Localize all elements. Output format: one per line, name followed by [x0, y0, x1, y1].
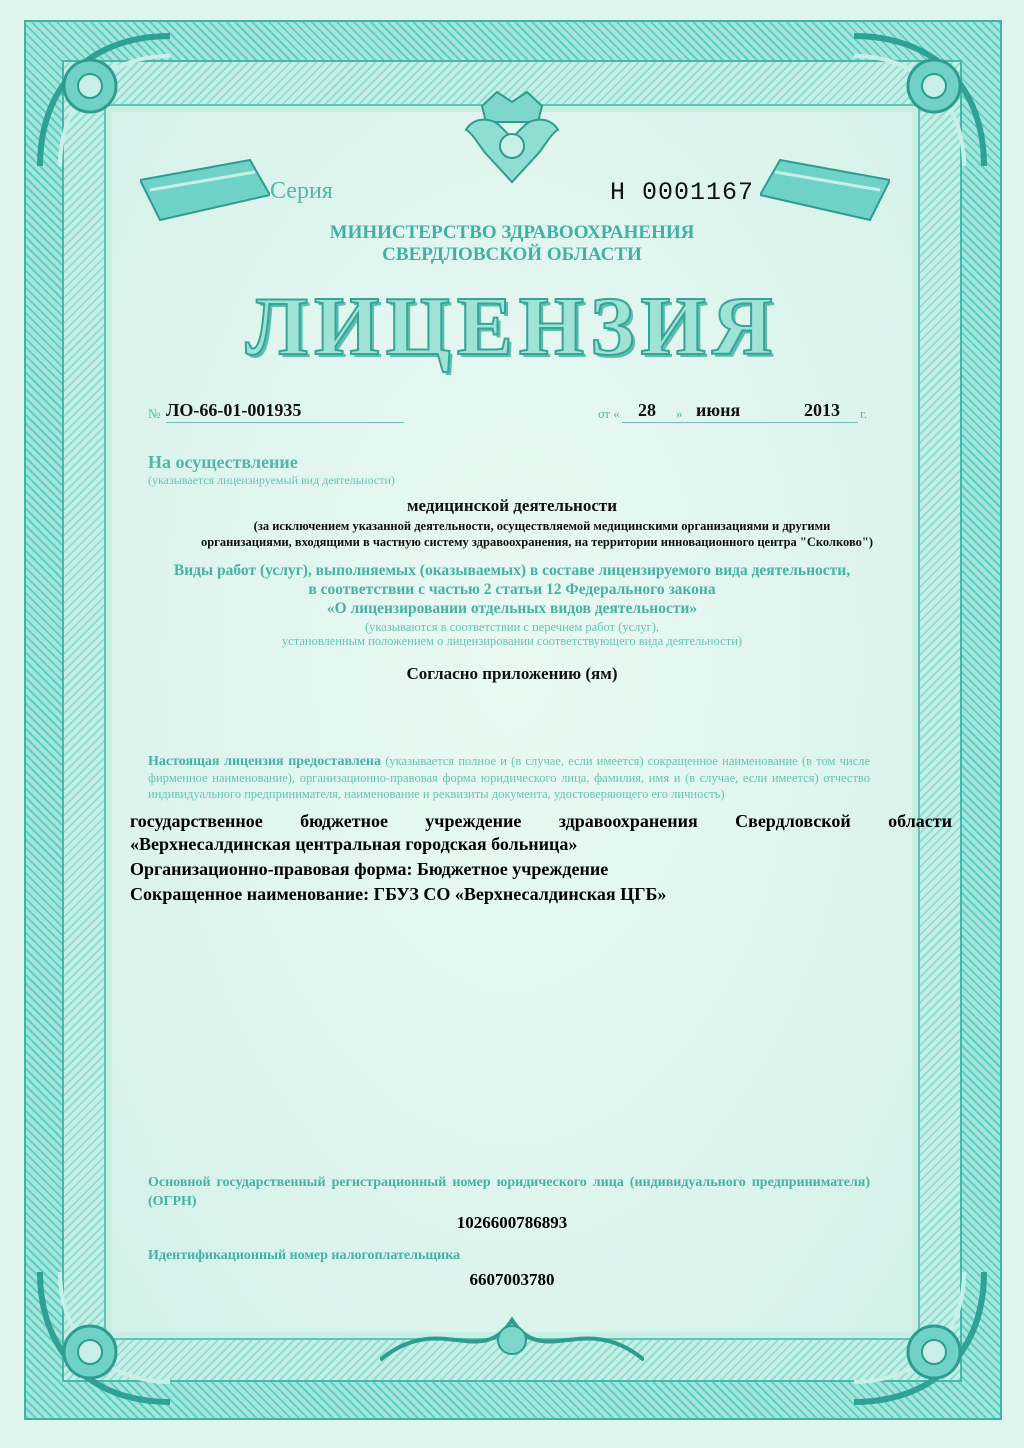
licensee-short-name: Сокращенное наименование: ГБУЗ СО «Верхнесалдинская ЦГБ»	[130, 884, 667, 904]
inn-label: Идентификационный номер налогоплательщика	[148, 1248, 461, 1263]
series-number: Н 0001167	[610, 178, 755, 207]
date-underline	[622, 422, 858, 423]
ogrn-value: 1026600786893	[456, 1213, 568, 1232]
date-quote-close: »	[676, 406, 683, 421]
works-label-line-2: в соответствии с частью 2 статьи 12 Федерального закона	[308, 581, 716, 598]
number-underline	[166, 422, 404, 423]
issuer-line-1: МИНИСТЕРСТВО ЗДРАВООХРАНЕНИЯ	[329, 222, 695, 243]
licensee-legal-form: Организационно-правовая форма: Бюджетное учреждение	[130, 859, 609, 879]
activity-label: На осуществление	[148, 452, 298, 472]
granted-label: Настоящая лицензия предоставлена	[148, 754, 381, 769]
series-label: Серия	[270, 178, 333, 204]
works-value: Согласно приложению (ям)	[406, 664, 618, 683]
number-sign: №	[148, 406, 161, 421]
coat-of-arms-icon	[452, 78, 572, 198]
works-hint-line-1: (указываются в соответствии с перечнем работ (услуг),	[364, 620, 660, 634]
bottom-ornament-icon	[380, 1300, 644, 1380]
licensee-name-line-2: «Верхнесалдинская центральная городская больница»	[130, 834, 578, 854]
granted-hint: (указывается полное и (в случае, если имеется) сокращенное наименование (в том числе фирменное наименование), организационно-правовая форма юридического лица, фамилия, имя и (в случае, если имеется) отчество индивидуального предпринимателя, наименование и реквизиты документа, удостоверяющего его личность)	[148, 754, 870, 801]
ogrn-label: Основной государственный регистрационный номер юридического лица (индивидуального предпринимателя) (ОГРН)	[148, 1175, 870, 1209]
license-number: ЛО-66-01-001935	[166, 400, 302, 420]
document-title: ЛИЦЕНЗИЯ	[245, 280, 779, 373]
activity-note-line-2: организациями, входящими в частную систему здравоохранения, на территории инновационного центра "Сколково")	[200, 535, 874, 549]
activity-note-line-1: (за исключением указанной деятельности, осуществляемой медицинскими организациями и другими	[253, 519, 831, 533]
works-hint-line-2: установленным положением о лицензировании соответствующего вида деятельности)	[281, 634, 743, 648]
licensee-name-line-1: государственное бюджетное учреждение здравоохранения Свердловской области	[130, 811, 952, 831]
works-label-line-3: «О лицензировании отдельных видов деятельности»	[326, 600, 698, 617]
date-day: 28	[638, 400, 656, 420]
inn-value: 6607003780	[469, 1270, 555, 1289]
date-suffix: г.	[860, 406, 868, 421]
date-prefix: от «	[598, 406, 620, 421]
granted-block	[148, 753, 870, 802]
works-label-line-1: Виды работ (услуг), выполняемых (оказываемых) в составе лицензируемого вида деятельности,	[173, 562, 851, 579]
activity-value: медицинской деятельности	[406, 496, 618, 515]
issuer-line-2: СВЕРДЛОВСКОЙ ОБЛАСТИ	[382, 244, 642, 265]
activity-hint: (указывается лицензируемый вид деятельности)	[148, 473, 395, 487]
date-month: июня	[696, 400, 741, 420]
date-year: 2013	[804, 400, 840, 420]
